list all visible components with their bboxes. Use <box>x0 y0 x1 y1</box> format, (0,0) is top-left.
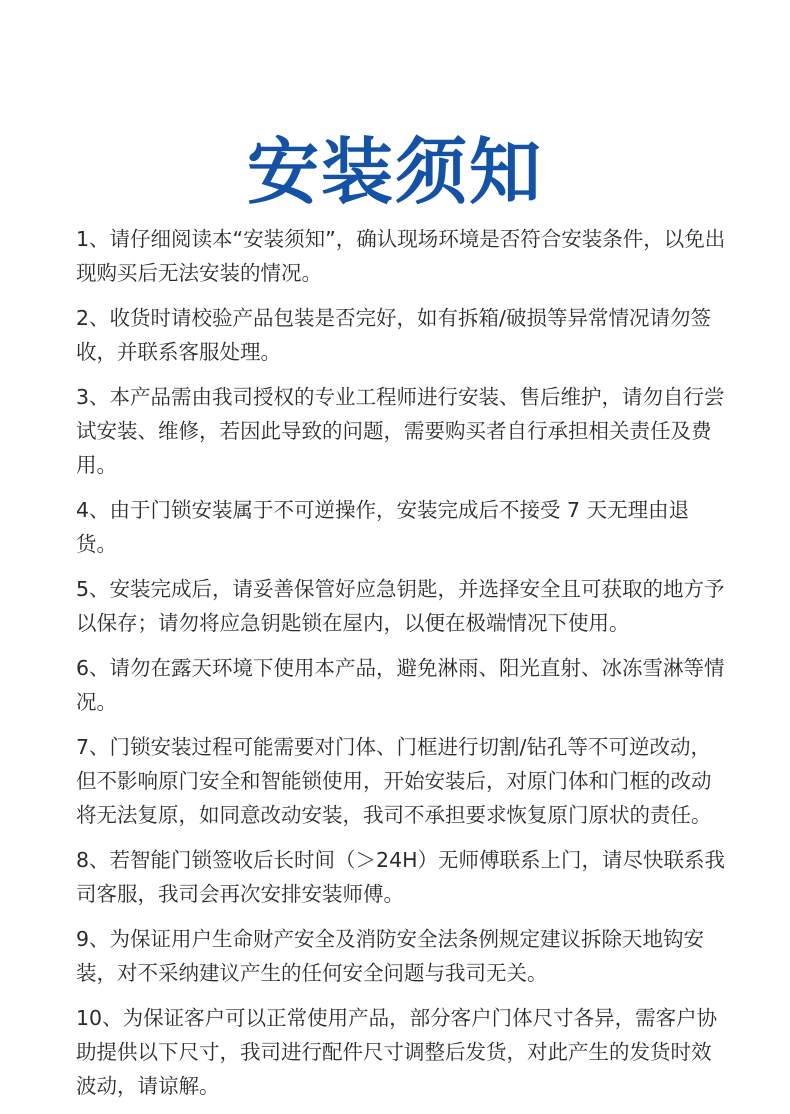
page-title: 安装须知 <box>246 130 543 215</box>
notice-item-4: 4、由于门锁安装属于不可逆操作，安装完成后不接受 7 天无理由退货。 <box>76 498 690 556</box>
notice-item-8: 8、若智能门锁签收后长时间（＞24H）无师傅联系上门，请尽快联系我司客服，我司会再次安排安装师傅。 <box>76 848 726 906</box>
notice-item-9: 9、为保证用户生命财产安全及消防安全法条例规定建议拆除天地钩安装，对不采纳建议产生的任何安全问题与我司无关。 <box>76 927 705 985</box>
notice-item-6: 6、请勿在露天环境下使用本产品，避免淋雨、阳光直射、冰冻雪淋等情况。 <box>76 656 725 714</box>
notice-item-2: 2、收货时请校验产品包装是否完好，如有拆箱/破损等异常情况请勿签收，并联系客服处理。 <box>76 306 711 364</box>
notice-item-7: 7、门锁安装过程可能需要对门体、门框进行切割/钻孔等不可逆改动，但不影响原门安全和智能锁使用，开始安装后，对原门体和门框的改动将无法复原，如同意改动安装，我司不承担要求恢复原门原状的责任。 <box>76 735 712 827</box>
notice-list <box>76 222 726 1114</box>
notice-item-1: 1、请仔细阅读本“安装须知”，确认现场环境是否符合安装条件，以免出现购买后无法安装的情况。 <box>76 227 726 285</box>
notice-item-10: 10、为保证客户可以正常使用产品，部分客户门体尺寸各异，需客户协助提供以下尺寸，我司进行配件尺寸调整后发货，对此产生的发货时效波动，请谅解。 <box>76 1006 718 1098</box>
notice-item-3: 3、本产品需由我司授权的专业工程师进行安装、售后维护，请勿自行尝试安装、维修，若因此导致的问题，需要购买者自行承担相关责任及费用。 <box>76 385 725 477</box>
notice-item-5: 5、安装完成后，请妥善保管好应急钥匙，并选择安全且可获取的地方予以保存；请勿将应急钥匙锁在屋内，以便在极端情况下使用。 <box>76 577 725 635</box>
